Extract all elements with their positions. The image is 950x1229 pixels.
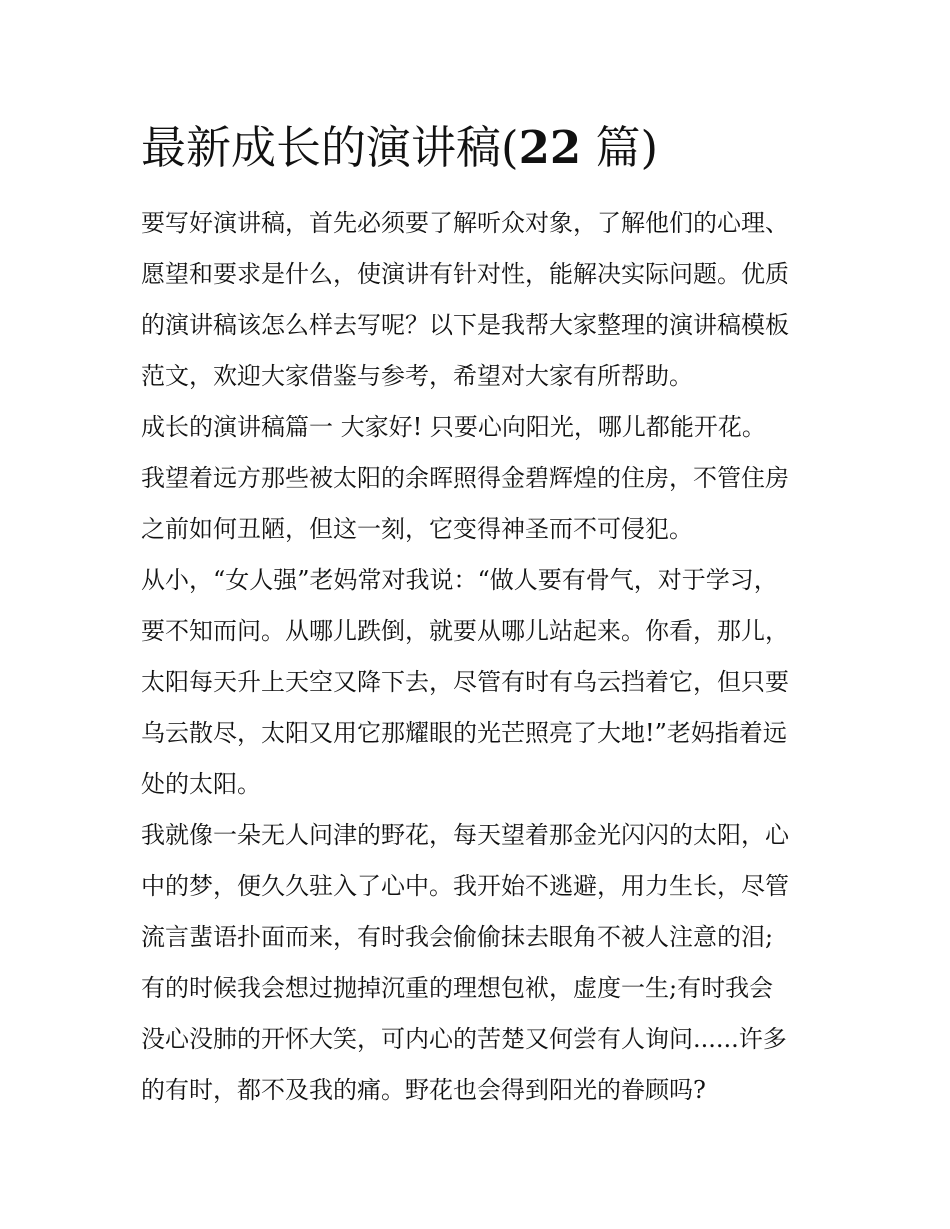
text-line: 要不知而问。从哪儿跌倒，就要从哪儿站起来。你看，那儿， bbox=[141, 617, 789, 645]
title-count: 22 bbox=[518, 121, 582, 174]
title-end: 篇) bbox=[581, 121, 659, 174]
text-line: 处的太阳。 bbox=[141, 770, 261, 798]
document-title bbox=[141, 112, 821, 184]
text-line: 没心没肺的开怀大笑，可内心的苦楚又何尝有人询问......许多 bbox=[141, 1025, 787, 1053]
text-line: 成长的演讲稿篇一 大家好! 只要心向阳光，哪儿都能开花。 bbox=[141, 413, 766, 441]
title-main: 最新成长的演讲稿( bbox=[141, 121, 519, 174]
text-line: 我望着远方那些被太阳的余晖照得金碧辉煌的住房，不管住房 bbox=[141, 464, 789, 492]
text-line: 流言蜚语扑面而来，有时我会偷偷抹去眼角不被人注意的泪; bbox=[141, 923, 774, 951]
paragraph-intro bbox=[141, 198, 821, 402]
text-line: 太阳每天升上天空又降下去，尽管有时有乌云挡着它，但只要 bbox=[141, 668, 789, 696]
paragraph-sunset bbox=[141, 453, 821, 555]
text-line: 愿望和要求是什么，使演讲有针对性，能解决实际问题。优质 bbox=[141, 260, 789, 288]
text-line: 我就像一朵无人问津的野花，每天望着那金光闪闪的太阳，心 bbox=[141, 821, 789, 849]
text-line: 从小，“女人强”老妈常对我说：“做人要有骨气，对于学习， bbox=[141, 566, 778, 594]
text-line: 的有时，都不及我的痛。野花也会得到阳光的眷顾吗? bbox=[141, 1076, 706, 1104]
paragraph-wildflower bbox=[141, 810, 821, 1116]
text-line: 要写好演讲稿，首先必须要了解听众对象，了解他们的心理、 bbox=[141, 209, 789, 237]
text-line: 乌云散尽，太阳又用它那耀眼的光芒照亮了大地!”老妈指着远 bbox=[141, 719, 787, 747]
text-line: 之前如何丑陋，但这一刻，它变得神圣而不可侵犯。 bbox=[141, 515, 693, 543]
text-line: 中的梦，便久久驻入了心中。我开始不逃避，用力生长，尽管 bbox=[141, 872, 789, 900]
document-body bbox=[141, 112, 821, 1116]
text-line: 的演讲稿该怎么样去写呢？以下是我帮大家整理的演讲稿模板 bbox=[141, 311, 789, 339]
text-line: 有的时候我会想过抛掉沉重的理想包袱，虚度一生;有时我会 bbox=[141, 974, 774, 1002]
text-line: 范文，欢迎大家借鉴与参考，希望对大家有所帮助。 bbox=[141, 362, 693, 390]
paragraph-section-one bbox=[141, 402, 821, 453]
paragraph-mother bbox=[141, 555, 821, 810]
